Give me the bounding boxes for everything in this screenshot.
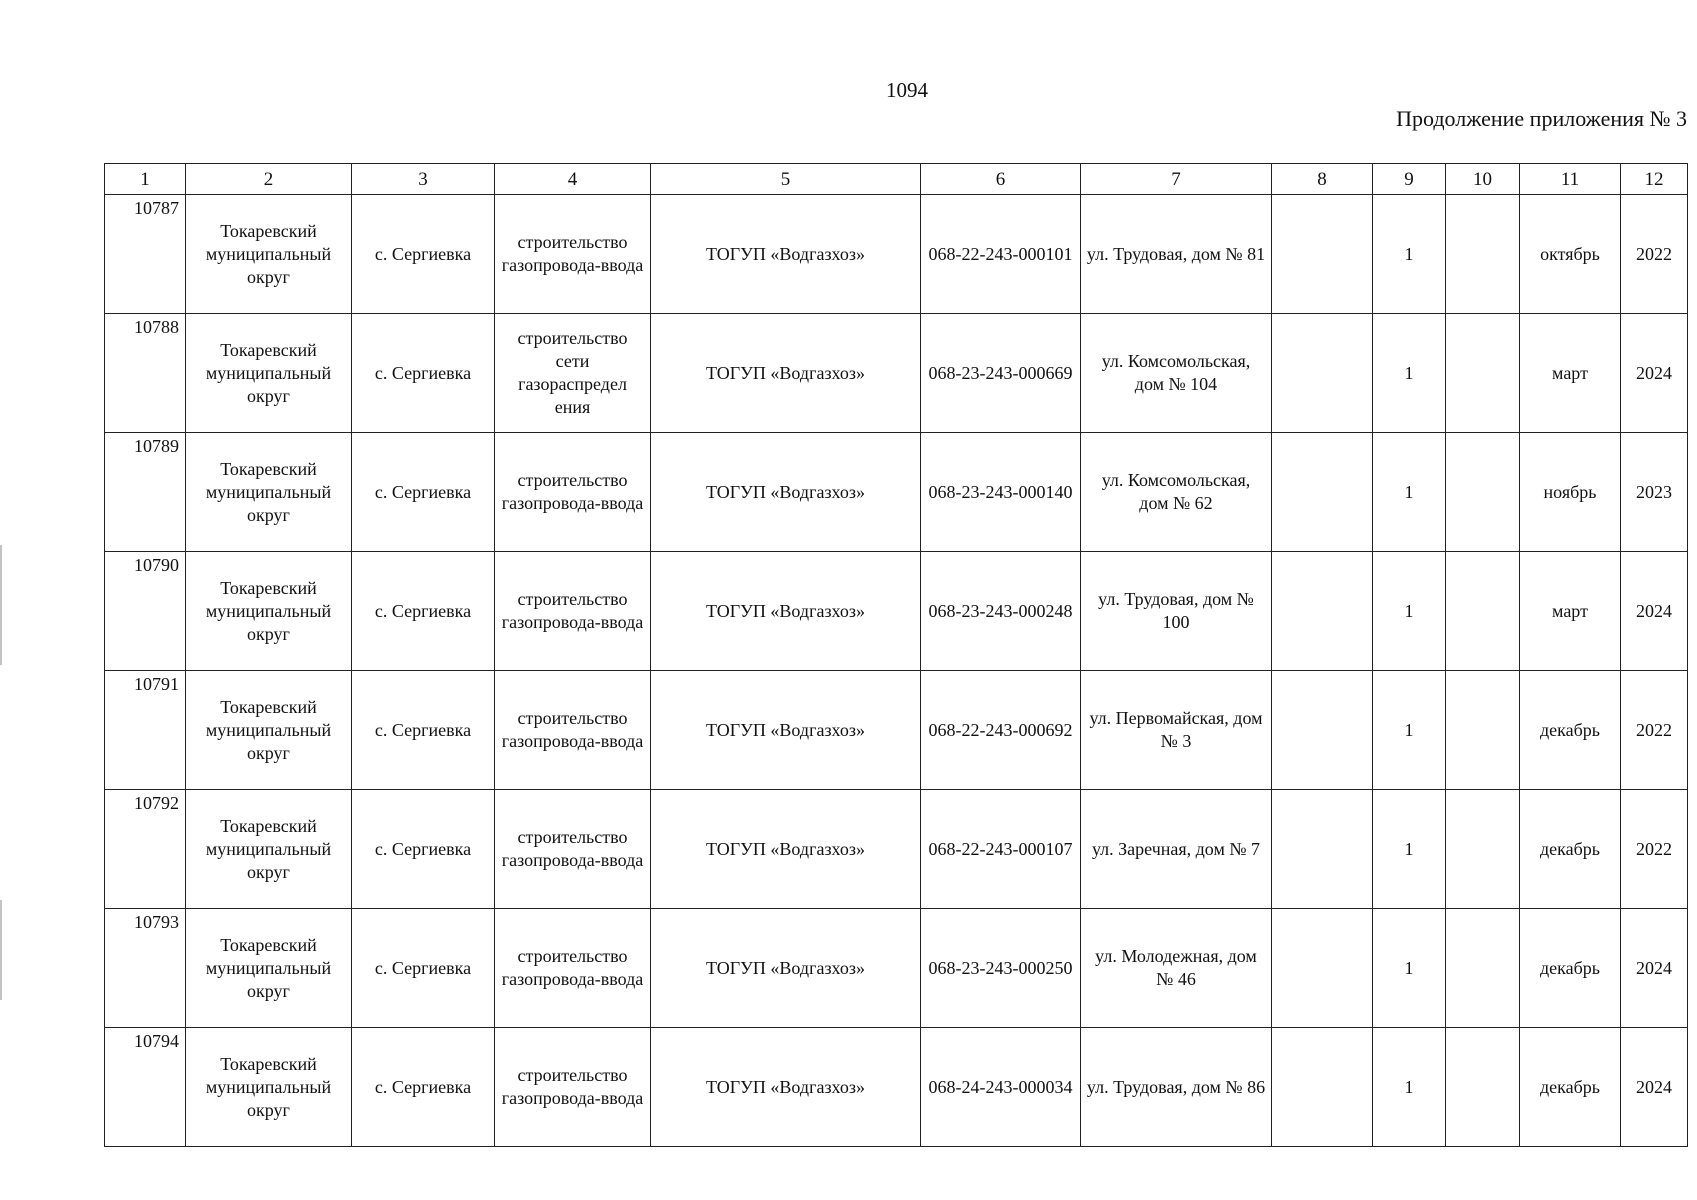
- settlement-cell: с. Сергиевка: [352, 552, 495, 671]
- year-cell: 2024: [1621, 909, 1688, 1028]
- settlement-cell: с. Сергиевка: [352, 1028, 495, 1147]
- quantity-cell: 1: [1373, 433, 1446, 552]
- object-code-cell: 068-23-243-000669: [921, 314, 1081, 433]
- table-row: [105, 195, 1688, 314]
- month-cell: декабрь: [1520, 790, 1621, 909]
- column-header-2: 2: [186, 164, 352, 195]
- year-cell: 2024: [1621, 1028, 1688, 1147]
- quantity-cell: 1: [1373, 195, 1446, 314]
- district-cell: Токаревский муниципальный округ: [186, 1028, 352, 1147]
- settlement-cell: с. Сергиевка: [352, 195, 495, 314]
- work-type-cell: строительство газопровода-ввода: [495, 909, 651, 1028]
- table-row: [105, 552, 1688, 671]
- work-type-cell: строительство газопровода-ввода: [495, 552, 651, 671]
- table-row: [105, 790, 1688, 909]
- column-8-cell: [1272, 552, 1373, 671]
- settlement-cell: с. Сергиевка: [352, 909, 495, 1028]
- object-code-cell: 068-22-243-000107: [921, 790, 1081, 909]
- month-cell: март: [1520, 552, 1621, 671]
- year-cell: 2022: [1621, 671, 1688, 790]
- settlement-cell: с. Сергиевка: [352, 433, 495, 552]
- column-10-cell: [1446, 671, 1520, 790]
- row-number-cell: 10791: [105, 671, 186, 790]
- column-header-8: 8: [1272, 164, 1373, 195]
- column-8-cell: [1272, 671, 1373, 790]
- object-code-cell: 068-24-243-000034: [921, 1028, 1081, 1147]
- scan-artifact: [0, 545, 2, 665]
- page-number: 1094: [886, 78, 928, 102]
- column-header-1: 1: [105, 164, 186, 195]
- district-cell: Токаревский муниципальный округ: [186, 314, 352, 433]
- address-cell: ул. Молодежная, дом № 46: [1081, 909, 1272, 1028]
- address-cell: ул. Комсомольская, дом № 104: [1081, 314, 1272, 433]
- work-type-cell: строительство газопровода-ввода: [495, 1028, 651, 1147]
- year-cell: 2024: [1621, 314, 1688, 433]
- column-header-12: 12: [1621, 164, 1688, 195]
- column-header-11: 11: [1520, 164, 1621, 195]
- object-code-cell: 068-22-243-000692: [921, 671, 1081, 790]
- district-cell: Токаревский муниципальный округ: [186, 433, 352, 552]
- object-code-cell: 068-23-243-000140: [921, 433, 1081, 552]
- row-number-cell: 10787: [105, 195, 186, 314]
- organization-cell: ТОГУП «Водгазхоз»: [651, 195, 921, 314]
- quantity-cell: 1: [1373, 671, 1446, 790]
- row-number-cell: 10792: [105, 790, 186, 909]
- object-code-cell: 068-23-243-000250: [921, 909, 1081, 1028]
- work-type-cell: строительство сети газораспредел ения: [495, 314, 651, 433]
- year-cell: 2024: [1621, 552, 1688, 671]
- district-cell: Токаревский муниципальный округ: [186, 552, 352, 671]
- year-cell: 2022: [1621, 790, 1688, 909]
- object-code-cell: 068-23-243-000248: [921, 552, 1081, 671]
- organization-cell: ТОГУП «Водгазхоз»: [651, 1028, 921, 1147]
- appendix-table: [104, 163, 1688, 1147]
- column-header-7: 7: [1081, 164, 1272, 195]
- quantity-cell: 1: [1373, 552, 1446, 671]
- column-8-cell: [1272, 433, 1373, 552]
- row-number-cell: 10794: [105, 1028, 186, 1147]
- column-header-10: 10: [1446, 164, 1520, 195]
- column-header-9: 9: [1373, 164, 1446, 195]
- organization-cell: ТОГУП «Водгазхоз»: [651, 433, 921, 552]
- column-8-cell: [1272, 790, 1373, 909]
- row-number-cell: 10789: [105, 433, 186, 552]
- settlement-cell: с. Сергиевка: [352, 671, 495, 790]
- quantity-cell: 1: [1373, 314, 1446, 433]
- header-row: [105, 164, 1688, 195]
- table-row: [105, 433, 1688, 552]
- district-cell: Токаревский муниципальный округ: [186, 790, 352, 909]
- object-code-cell: 068-22-243-000101: [921, 195, 1081, 314]
- organization-cell: ТОГУП «Водгазхоз»: [651, 790, 921, 909]
- table-row: [105, 1028, 1688, 1147]
- column-header-6: 6: [921, 164, 1081, 195]
- column-header-3: 3: [352, 164, 495, 195]
- quantity-cell: 1: [1373, 790, 1446, 909]
- work-type-cell: строительство газопровода-ввода: [495, 671, 651, 790]
- column-10-cell: [1446, 909, 1520, 1028]
- column-10-cell: [1446, 552, 1520, 671]
- continuation-note: Продолжение приложения № 3: [1396, 106, 1687, 131]
- row-number-cell: 10790: [105, 552, 186, 671]
- table-row: [105, 314, 1688, 433]
- address-cell: ул. Трудовая, дом № 81: [1081, 195, 1272, 314]
- organization-cell: ТОГУП «Водгазхоз»: [651, 314, 921, 433]
- column-10-cell: [1446, 433, 1520, 552]
- district-cell: Токаревский муниципальный округ: [186, 195, 352, 314]
- row-number-cell: 10788: [105, 314, 186, 433]
- year-cell: 2022: [1621, 195, 1688, 314]
- scan-artifact: [0, 900, 2, 1000]
- settlement-cell: с. Сергиевка: [352, 790, 495, 909]
- district-cell: Токаревский муниципальный округ: [186, 671, 352, 790]
- work-type-cell: строительство газопровода-ввода: [495, 195, 651, 314]
- organization-cell: ТОГУП «Водгазхоз»: [651, 909, 921, 1028]
- column-8-cell: [1272, 1028, 1373, 1147]
- table-body: [105, 195, 1688, 1147]
- column-8-cell: [1272, 195, 1373, 314]
- column-10-cell: [1446, 314, 1520, 433]
- row-number-cell: 10793: [105, 909, 186, 1028]
- month-cell: декабрь: [1520, 909, 1621, 1028]
- organization-cell: ТОГУП «Водгазхоз»: [651, 552, 921, 671]
- address-cell: ул. Комсомольская, дом № 62: [1081, 433, 1272, 552]
- work-type-cell: строительство газопровода-ввода: [495, 433, 651, 552]
- column-10-cell: [1446, 195, 1520, 314]
- quantity-cell: 1: [1373, 1028, 1446, 1147]
- settlement-cell: с. Сергиевка: [352, 314, 495, 433]
- table-row: [105, 671, 1688, 790]
- year-cell: 2023: [1621, 433, 1688, 552]
- month-cell: март: [1520, 314, 1621, 433]
- quantity-cell: 1: [1373, 909, 1446, 1028]
- column-header-4: 4: [495, 164, 651, 195]
- column-8-cell: [1272, 909, 1373, 1028]
- organization-cell: ТОГУП «Водгазхоз»: [651, 671, 921, 790]
- column-8-cell: [1272, 314, 1373, 433]
- month-cell: октябрь: [1520, 195, 1621, 314]
- column-header-5: 5: [651, 164, 921, 195]
- address-cell: ул. Трудовая, дом № 86: [1081, 1028, 1272, 1147]
- table-row: [105, 909, 1688, 1028]
- district-cell: Токаревский муниципальный округ: [186, 909, 352, 1028]
- month-cell: декабрь: [1520, 1028, 1621, 1147]
- month-cell: декабрь: [1520, 671, 1621, 790]
- month-cell: ноябрь: [1520, 433, 1621, 552]
- address-cell: ул. Заречная, дом № 7: [1081, 790, 1272, 909]
- work-type-cell: строительство газопровода-ввода: [495, 790, 651, 909]
- column-10-cell: [1446, 790, 1520, 909]
- column-10-cell: [1446, 1028, 1520, 1147]
- address-cell: ул. Первомайская, дом № 3: [1081, 671, 1272, 790]
- address-cell: ул. Трудовая, дом № 100: [1081, 552, 1272, 671]
